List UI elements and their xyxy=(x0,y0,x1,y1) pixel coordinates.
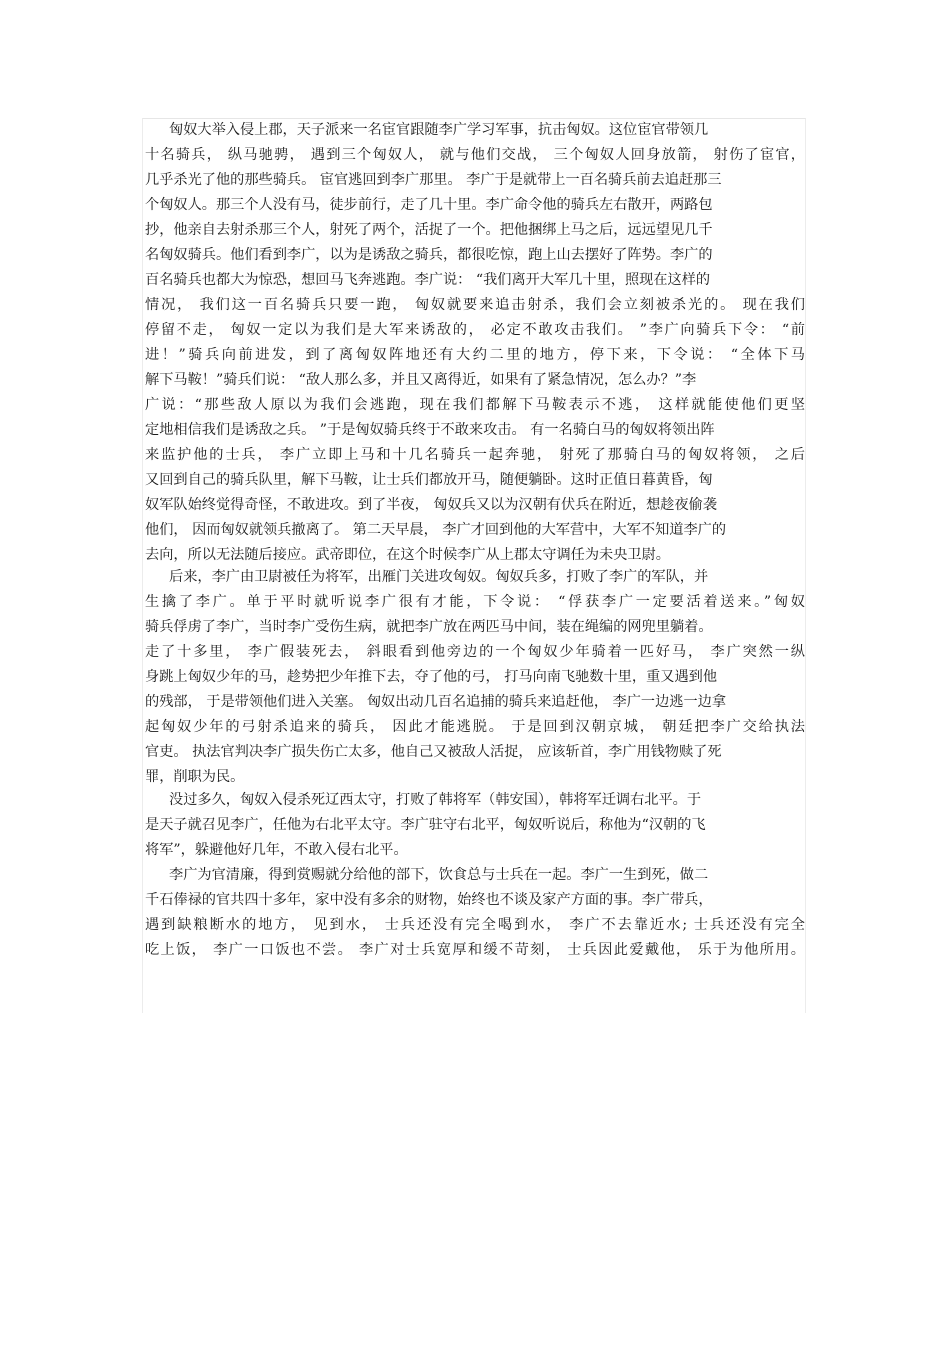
text-line: 情况， 我们这一百名骑兵只要一跑， 匈奴就要来追击射杀，我们会立刻被杀光的。 现在我们 xyxy=(145,297,805,313)
text-line: 的残部， 于是带领他们进入关塞。 匈奴出动几百名追捕的骑兵来追赶他， 李广一边逃一边拿 xyxy=(145,694,727,710)
text-line: 李广为官清廉，得到赏赐就分给他的部下，饮食总与士兵在一起。李广一生到死，做二 xyxy=(169,867,709,883)
text-line: 名匈奴骑兵。他们看到李广，以为是诱敌之骑兵，都很吃惊，跑上山去摆好了阵势。李广的 xyxy=(145,247,713,263)
text-line: 又回到自己的骑兵队里，解下马鞍，让士兵们都放开马，随便躺卧。这时正值日暮黄昏，匈 xyxy=(145,472,713,488)
text-line: 后来，李广由卫尉被任为将军，出雁门关进攻匈奴。匈奴兵多，打败了李广的军队，并 xyxy=(169,569,709,585)
paragraph xyxy=(145,863,805,963)
text-line: 广说：“那些敌人原以为我们会逃跑，现在我们都解下马鞍表示不逃， 这样就能使他们更坚 xyxy=(145,397,805,413)
text-line: 定地相信我们是诱敌之兵。 ”于是匈奴骑兵终于不敢来攻击。 有一名骑白马的匈奴将领出阵 xyxy=(145,422,715,438)
text-line: 官吏。 执法官判决李广损失伤亡太多，他自己又被敌人活捉， 应该斩首，李广用钱物赎了死 xyxy=(145,744,722,760)
text-line: 生擒了李广。单于平时就听说李广很有才能，下令说： “俘获李广一定要活着送来。”匈奴 xyxy=(145,594,805,610)
text-line: 匈奴大举入侵上郡，天子派来一名宦官跟随李广学习军事，抗击匈奴。这位宦官带领几 xyxy=(169,122,709,138)
text-line: 进！”骑兵向前进发，到了离匈奴阵地还有大约二里的地方，停下来，下令说： “全体下马 xyxy=(145,347,805,363)
text-line: 他们， 因而匈奴就领兵撤离了。 第二天早晨， 李广才回到他的大军营中，大军不知道李广的 xyxy=(145,522,727,538)
paragraph xyxy=(145,118,805,568)
paragraph xyxy=(145,565,805,790)
text-line: 抄，他亲自去射杀那三个人，射死了两个，活捉了一个。把他捆绑上马之后，远远望见几千 xyxy=(145,222,713,238)
text-line: 解下马鞍！”骑兵们说： “敌人那么多，并且又离得近，如果有了紧急情况，怎么办？”李 xyxy=(145,372,697,388)
paragraph xyxy=(145,788,805,863)
text-line: 十名骑兵， 纵马驰骋， 遇到三个匈奴人， 就与他们交战， 三个匈奴人回身放箭， 射伤了宦官， xyxy=(145,147,805,163)
text-line: 身跳上匈奴少年的马，趁势把少年推下去，夺了他的弓， 打马向南飞驰数十里，重又遇到他 xyxy=(145,669,718,685)
text-line: 奴军队始终觉得奇怪，不敢进攻。到了半夜， 匈奴兵又以为汉朝有伏兵在附近，想趁夜偷袭 xyxy=(145,497,718,513)
text-line: 个匈奴人。那三个人没有马，徒步前行，走了几十里。李广命令他的骑兵左右散开，两路包 xyxy=(145,197,713,213)
text-line: 遇到缺粮断水的地方， 见到水， 士兵还没有完全喝到水， 李广不去靠近水; 士兵还没有完全 xyxy=(145,917,805,933)
text-line: 吃上饭， 李广一口饭也不尝。 李广对士兵宽厚和缓不苛刻， 士兵因此爱戴他， 乐于为他所用。 xyxy=(145,942,805,958)
text-line: 罪，削职为民。 xyxy=(145,769,245,785)
text-line: 几乎杀光了他的那些骑兵。 宦官逃回到李广那里。 李广于是就带上一百名骑兵前去追赶那三 xyxy=(145,172,722,188)
text-line: 千石俸禄的官共四十多年，家中没有多余的财物，始终也不谈及家产方面的事。李广带兵， xyxy=(145,892,713,908)
text-line: 是天子就召见李广，任他为右北平太守。李广驻守右北平，匈奴听说后，称他为“汉朝的飞 xyxy=(145,817,706,833)
text-line: 将军”，躲避他好几年，不敢入侵右北平。 xyxy=(145,842,408,858)
text-line: 百名骑兵也都大为惊恐，想回马飞奔逃跑。李广说： “我们离开大军几十里，照现在这样的 xyxy=(145,272,711,288)
text-line: 停留不走， 匈奴一定以为我们是大军来诱敌的， 必定不敢攻击我们。 ”李广向骑兵下令： “前 xyxy=(145,322,805,338)
text-line: 去向，所以无法随后接应。武帝即位，在这个时候李广从上郡太守调任为未央卫尉。 xyxy=(145,547,670,563)
text-line: 骑兵俘虏了李广，当时李广受伤生病，就把李广放在两匹马中间，装在绳编的网兜里躺着。 xyxy=(145,619,713,635)
text-line: 没过多久，匈奴入侵杀死辽西太守，打败了韩将军（韩安国），韩将军迁调右北平。于 xyxy=(169,792,702,808)
text-line: 起匈奴少年的弓射杀追来的骑兵， 因此才能逃脱。 于是回到汉朝京城， 朝廷把李广交给执法 xyxy=(145,719,805,735)
text-line: 来监护他的士兵， 李广立即上马和十几名骑兵一起奔驰， 射死了那骑白马的匈奴将领， 之后 xyxy=(145,447,805,463)
text-line: 走了十多里， 李广假装死去， 斜眼看到他旁边的一个匈奴少年骑着一匹好马， 李广突然一纵 xyxy=(145,644,805,660)
